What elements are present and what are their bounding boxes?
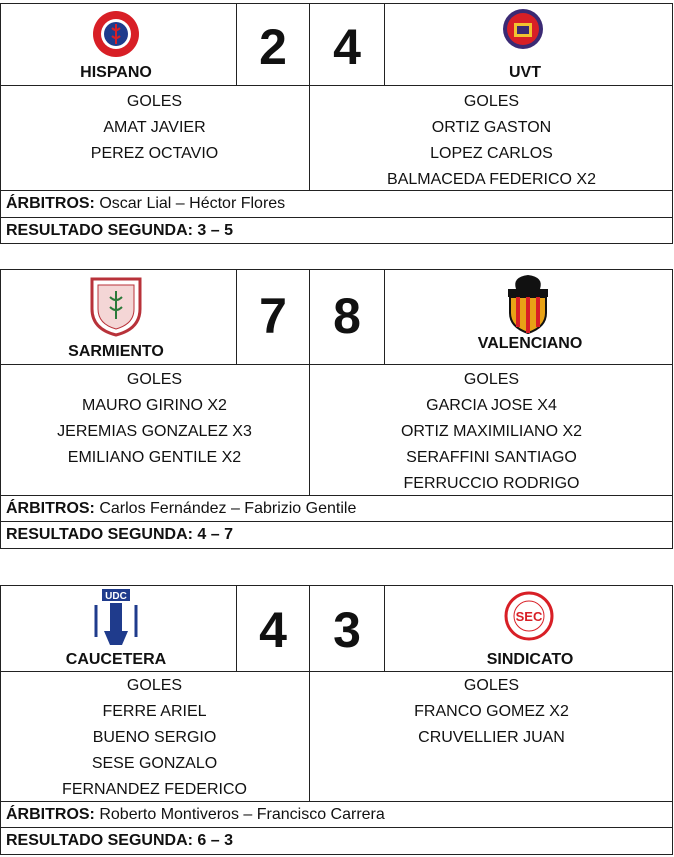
referees-row bbox=[6, 497, 356, 521]
away-goals bbox=[310, 89, 673, 193]
home-team-name: SARMIENTO bbox=[68, 343, 164, 360]
valenciano-crest-icon bbox=[502, 273, 554, 335]
goals-label: GOLES bbox=[463, 93, 520, 110]
second-result: RESULTADO SEGUNDA: 4 – 7 bbox=[6, 526, 233, 543]
away-score: 8 bbox=[333, 288, 361, 344]
home-score: 4 bbox=[259, 602, 287, 658]
scorer: AMAT JAVIER bbox=[103, 119, 206, 136]
sarmiento-crest-icon bbox=[88, 275, 144, 337]
scorer: EMILIANO GENTILE X2 bbox=[67, 449, 242, 466]
home-score: 2 bbox=[259, 19, 287, 75]
scorer: FERRUCCIO RODRIGO bbox=[403, 475, 580, 492]
referees-label: ÁRBITROS: bbox=[6, 500, 95, 517]
home-goals bbox=[0, 367, 309, 471]
second-result-row bbox=[6, 829, 233, 853]
scorer: LOPEZ CARLOS bbox=[430, 145, 553, 162]
home-team-name: HISPANO bbox=[80, 64, 152, 81]
away-team-name: UVT bbox=[509, 64, 541, 81]
second-result-row bbox=[6, 219, 233, 243]
referees-names: Carlos Fernández – Fabrizio Gentile bbox=[94, 500, 357, 517]
second-result: RESULTADO SEGUNDA: 3 – 5 bbox=[6, 222, 233, 239]
referees-label: ÁRBITROS: bbox=[6, 195, 95, 212]
away-goals bbox=[310, 673, 673, 751]
referees-row bbox=[6, 803, 385, 827]
home-goals bbox=[0, 673, 309, 803]
scorer: CRUVELLIER JUAN bbox=[418, 729, 565, 746]
referees-label: ÁRBITROS: bbox=[6, 806, 95, 823]
caucetera-crest-icon bbox=[90, 587, 142, 649]
away-team-name: VALENCIANO bbox=[477, 335, 583, 352]
match-card bbox=[0, 585, 673, 857]
goals-label: GOLES bbox=[463, 677, 520, 694]
scorer: BALMACEDA FEDERICO X2 bbox=[387, 171, 596, 188]
away-goals bbox=[310, 367, 673, 497]
caucetera-crest-text: UDC bbox=[105, 591, 127, 602]
referees-row bbox=[6, 192, 285, 216]
scorer: FERNANDEZ FEDERICO bbox=[62, 781, 247, 798]
second-result-row bbox=[6, 523, 233, 547]
home-goals bbox=[0, 89, 309, 167]
referees-names: Oscar Lial – Héctor Flores bbox=[94, 195, 286, 212]
sindicato-crest-icon bbox=[504, 591, 554, 641]
referees-names: Roberto Montiveros – Francisco Carrera bbox=[94, 806, 385, 823]
match-card bbox=[0, 0, 673, 245]
home-team-name: CAUCETERA bbox=[65, 651, 167, 668]
away-score: 4 bbox=[333, 19, 361, 75]
scorer: FERRE ARIEL bbox=[102, 703, 207, 720]
scorer: FRANCO GOMEZ X2 bbox=[414, 703, 569, 720]
scorer: ORTIZ MAXIMILIANO X2 bbox=[400, 423, 583, 440]
scorer: GARCIA JOSE X4 bbox=[426, 397, 557, 414]
goals-label: GOLES bbox=[126, 93, 183, 110]
hispano-crest-icon bbox=[92, 10, 140, 58]
away-score: 3 bbox=[333, 602, 361, 658]
scorer: MAURO GIRINO X2 bbox=[82, 397, 227, 414]
home-score: 7 bbox=[259, 288, 287, 344]
goals-label: GOLES bbox=[126, 371, 183, 388]
scorer: SERAFFINI SANTIAGO bbox=[406, 449, 577, 466]
goals-label: GOLES bbox=[126, 677, 183, 694]
away-team-name: SINDICATO bbox=[486, 651, 574, 668]
scorer: JEREMIAS GONZALEZ X3 bbox=[57, 423, 252, 440]
scorer: PEREZ OCTAVIO bbox=[90, 145, 219, 162]
scorer: BUENO SERGIO bbox=[92, 729, 217, 746]
second-result: RESULTADO SEGUNDA: 6 – 3 bbox=[6, 832, 233, 849]
scorer: SESE GONZALO bbox=[91, 755, 218, 772]
sindicato-crest-text: SEC bbox=[515, 609, 543, 624]
uvt-crest-icon bbox=[502, 6, 544, 56]
scorer: ORTIZ GASTON bbox=[431, 119, 552, 136]
match-card bbox=[0, 269, 673, 551]
goals-label: GOLES bbox=[463, 371, 520, 388]
